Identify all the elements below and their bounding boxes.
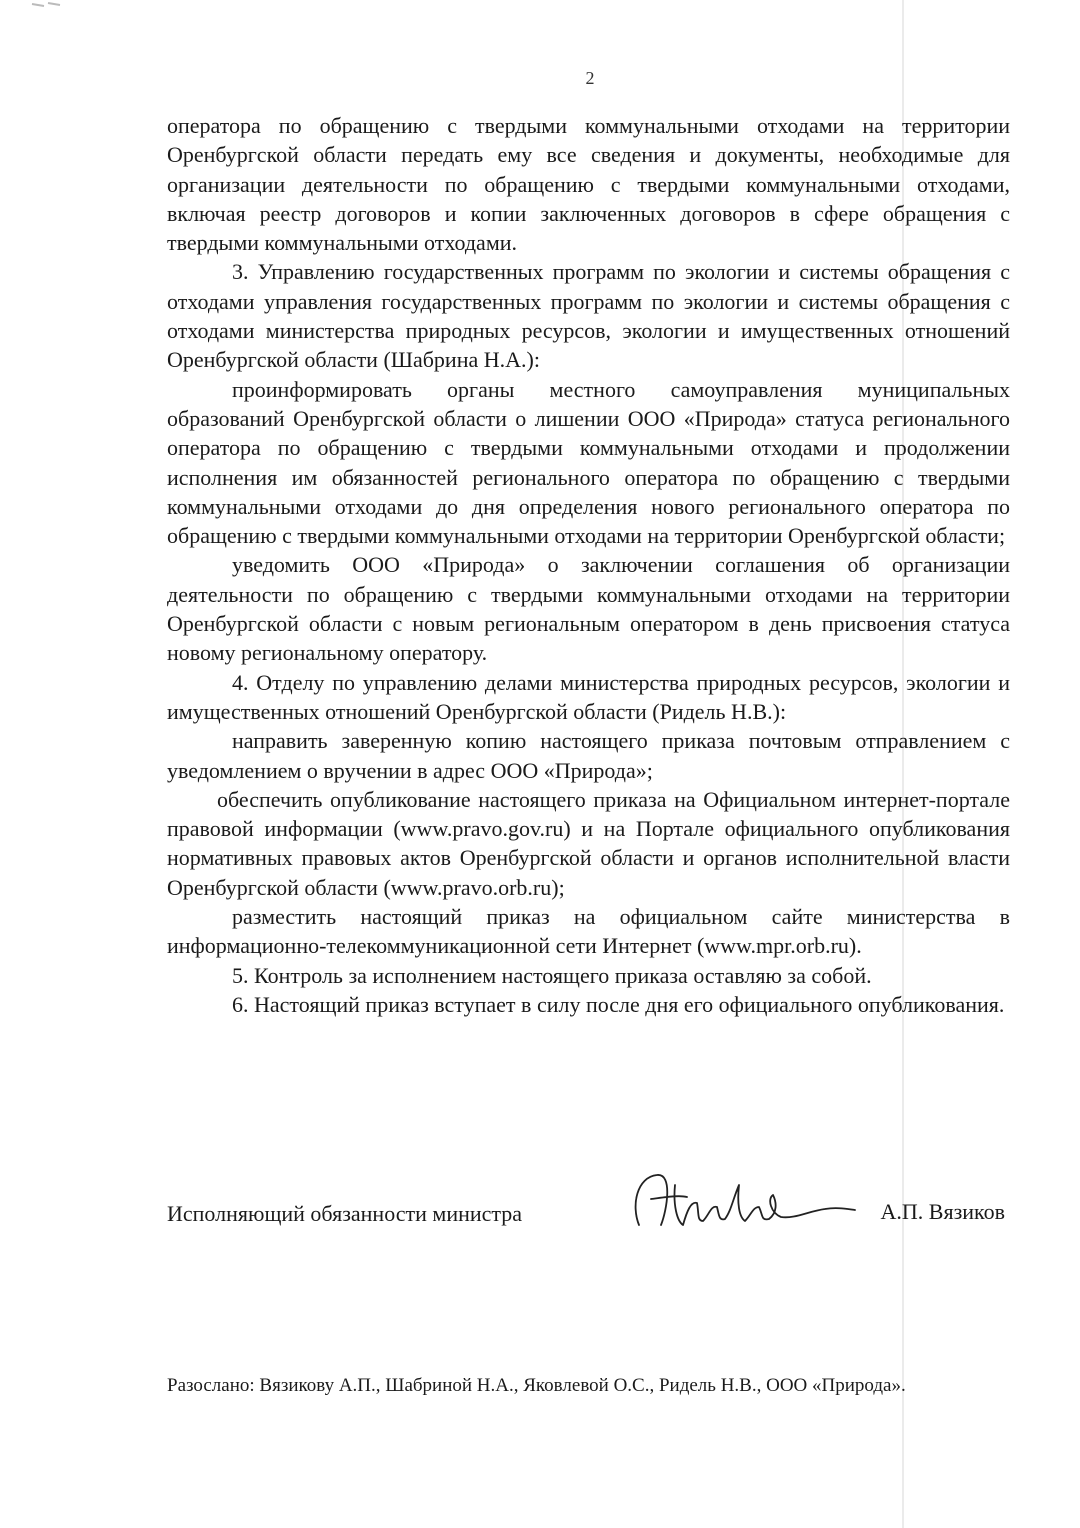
paragraph-continuation: оператора по обращению с твердыми коммунальными отходами на территории Оренбургской области передать ему все сведения и документы, необходимые для организации деятельности по обращению с твердыми коммунальными отходами, включая реестр договоров и копии заключенных договоров в сфере обращения с твердыми коммунальными отходами. bbox=[167, 113, 1010, 256]
paragraph-post-website: разместить настоящий приказ на официальном сайте министерства в информационно-телекоммуникационной сети Интернет (www.mpr.orb.ru). bbox=[167, 904, 1010, 959]
paragraph-notify: уведомить ООО «Природа» о заключении соглашения об организации деятельности по обращению с твердыми коммунальными отходами на территории Оренбургской области с новым региональным оператором в день присвоения статуса новому региональному оператору. bbox=[167, 552, 1010, 666]
paragraph-item-4: 4. Отделу по управлению делами министерства природных ресурсов, экологии и имущественных отношений Оренбургской области (Ридель Н.В.): bbox=[167, 669, 1010, 724]
page-number: 2 bbox=[585, 68, 595, 88]
paragraph-item-3: 3. Управлению государственных программ по экологии и системы обращения с отходами управления государственных программ по экологии и системы обращения с отходами министерства природных ресурсов, экологии и имущественных отношений Оренбургской области (Шабрина Н.А.): bbox=[167, 259, 1010, 373]
paragraph-item-6: 6. Настоящий приказ вступает в силу после дня его официального опубликования. bbox=[232, 991, 1005, 1017]
scan-corner-mark bbox=[30, 0, 70, 14]
signatory-name: А.П. Вязиков bbox=[880, 1199, 1005, 1224]
signatory-title: Исполняющий обязанности министра bbox=[167, 1201, 523, 1226]
paragraph-item-5: 5. Контроль за исполнением настоящего приказа оставляю за собой. bbox=[232, 962, 872, 988]
handwritten-signature bbox=[627, 1155, 857, 1245]
distribution-list bbox=[167, 1373, 1010, 1399]
document-body bbox=[167, 111, 1010, 1019]
paragraph-send-copy: направить заверенную копию настоящего приказа почтовым отправлением с уведомлением о вручении в адрес ООО «Природа»; bbox=[167, 728, 1010, 783]
signature-block bbox=[167, 1197, 1010, 1231]
paragraph-inform: проинформировать органы местного самоуправления муниципальных образований Оренбургской области о лишении ООО «Природа» статуса регионального оператора по обращению с твердыми коммунальными отходами и продолжении исполнения им обязанностей регионального оператора по обращению с твердыми коммунальными отходами до дня определения нового регионального оператора по обращению с твердыми коммунальными отходами на территории Оренбургской области; bbox=[167, 376, 1010, 549]
distribution-text: Разослано: Вязикову А.П., Шабриной Н.А., Яковлевой О.С., Ридель Н.В., ООО «Природа». bbox=[167, 1375, 906, 1396]
paragraph-publish: обеспечить опубликование настоящего приказа на Официальном интернет-портале правовой информации (www.pravo.gov.ru) и на Портале официального опубликования нормативных правовых актов Оренбургской области и органов исполнительной власти Оренбургской области (www.pravo.orb.ru); bbox=[167, 786, 1010, 900]
